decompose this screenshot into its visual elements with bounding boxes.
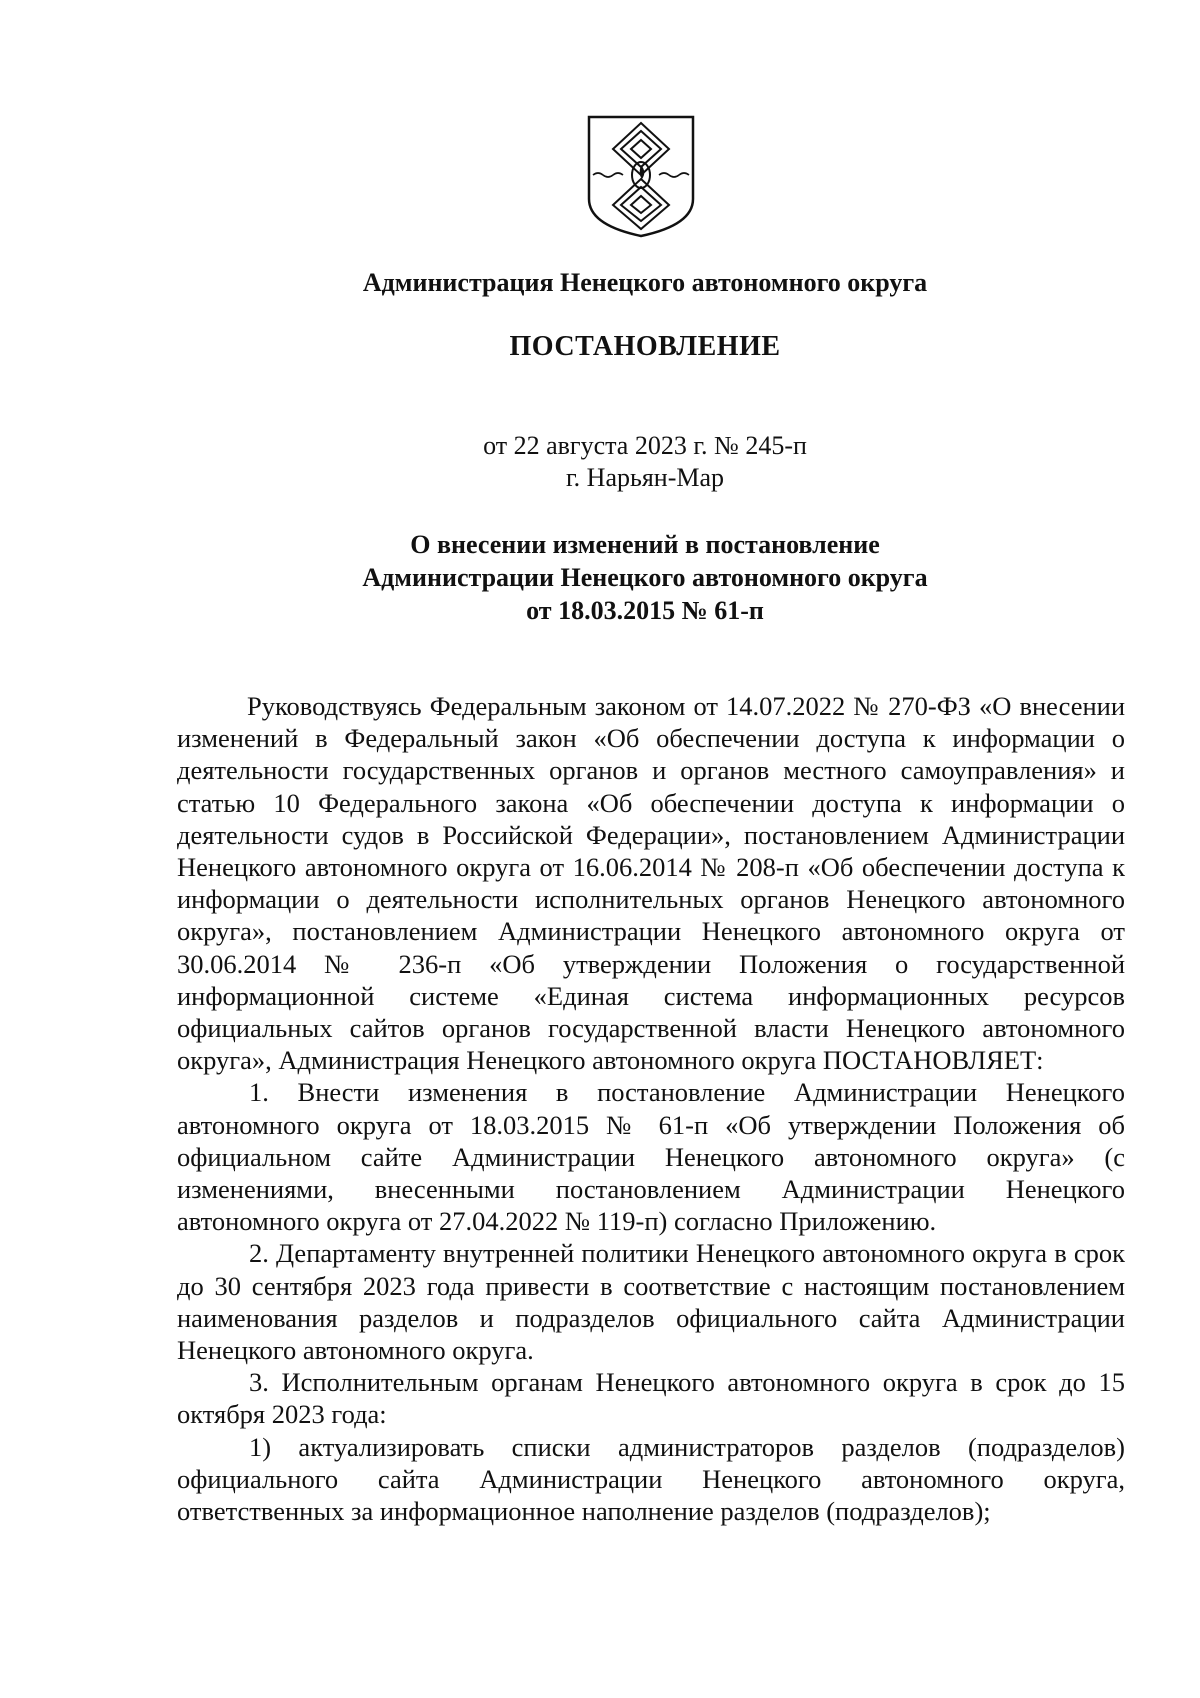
item-1-paragraph: 1. Внести изменения в постановление Администрации Ненецкого автономного округа от 18.03.2015 № 61-п «Об утверждении Положения об официальном сайте Администрации Ненецкого автономного округа» (с изменениями, внесенными постановлением Администрации Ненецкого автономного округа от 27.04.2022 № 119-п) согласно Приложению. bbox=[177, 1077, 1125, 1237]
date-and-place-block bbox=[0, 430, 1200, 494]
city: г. Нарьян-Мар bbox=[565, 463, 725, 492]
document-body bbox=[177, 690, 1125, 1527]
item-3-paragraph: 3. Исполнительным органам Ненецкого автономного округа в срок до 15 октября 2023 года: bbox=[177, 1367, 1125, 1430]
item-2-paragraph: 2. Департаменту внутренней политики Ненецкого автономного округа в срок до 30 сентября 2023 года привести в соответствие с настоящим постановлением наименования разделов и подразделов официального сайта Администрации Ненецкого автономного округа. bbox=[177, 1238, 1125, 1366]
coat-of-arms-emblem bbox=[585, 113, 697, 240]
organization-name: Администрация Ненецкого автономного округа bbox=[362, 268, 928, 297]
preamble-paragraph: Руководствуясь Федеральным законом от 14.07.2022 № 270-ФЗ «О внесении изменений в Федеральный закон «Об обеспечении доступа к информации о деятельности государственных органов и органов местного самоуправления» и статью 10 Федерального закона «Об обеспечении доступа к информации о деятельности судов в Российской Федерации», постановлением Администрации Ненецкого автономного округа от 16.06.2014 № 208-п «Об обеспечении доступа к информации о деятельности исполнительных органов Ненецкого автономного округа», постановлением Администрации Ненецкого автономного округа от 30.06.2014 № 236-п «Об утверждении Положения о государственной информационной системе «Единая система информационных ресурсов официальных сайтов органов государственной власти Ненецкого автономного округа», Администрация Ненецкого автономного округа ПОСТАНОВЛЯЕТ: bbox=[177, 691, 1125, 1076]
subject-line-1: О внесении изменений в постановление bbox=[410, 530, 880, 559]
document-type-title: ПОСТАНОВЛЕНИЕ bbox=[509, 331, 781, 362]
subject-line-2: Администрации Ненецкого автономного округа bbox=[362, 563, 928, 592]
document-subject bbox=[0, 528, 1200, 627]
item-3-1-paragraph: 1) актуализировать списки администраторов разделов (подразделов) официального сайта Администрации Ненецкого автономного округа, ответственных за информационное наполнение разделов (подразделов); bbox=[177, 1431, 1125, 1527]
subject-line-3: от 18.03.2015 № 61-п bbox=[526, 596, 764, 625]
date-number: от 22 августа 2023 г. № 245-п bbox=[483, 431, 807, 460]
